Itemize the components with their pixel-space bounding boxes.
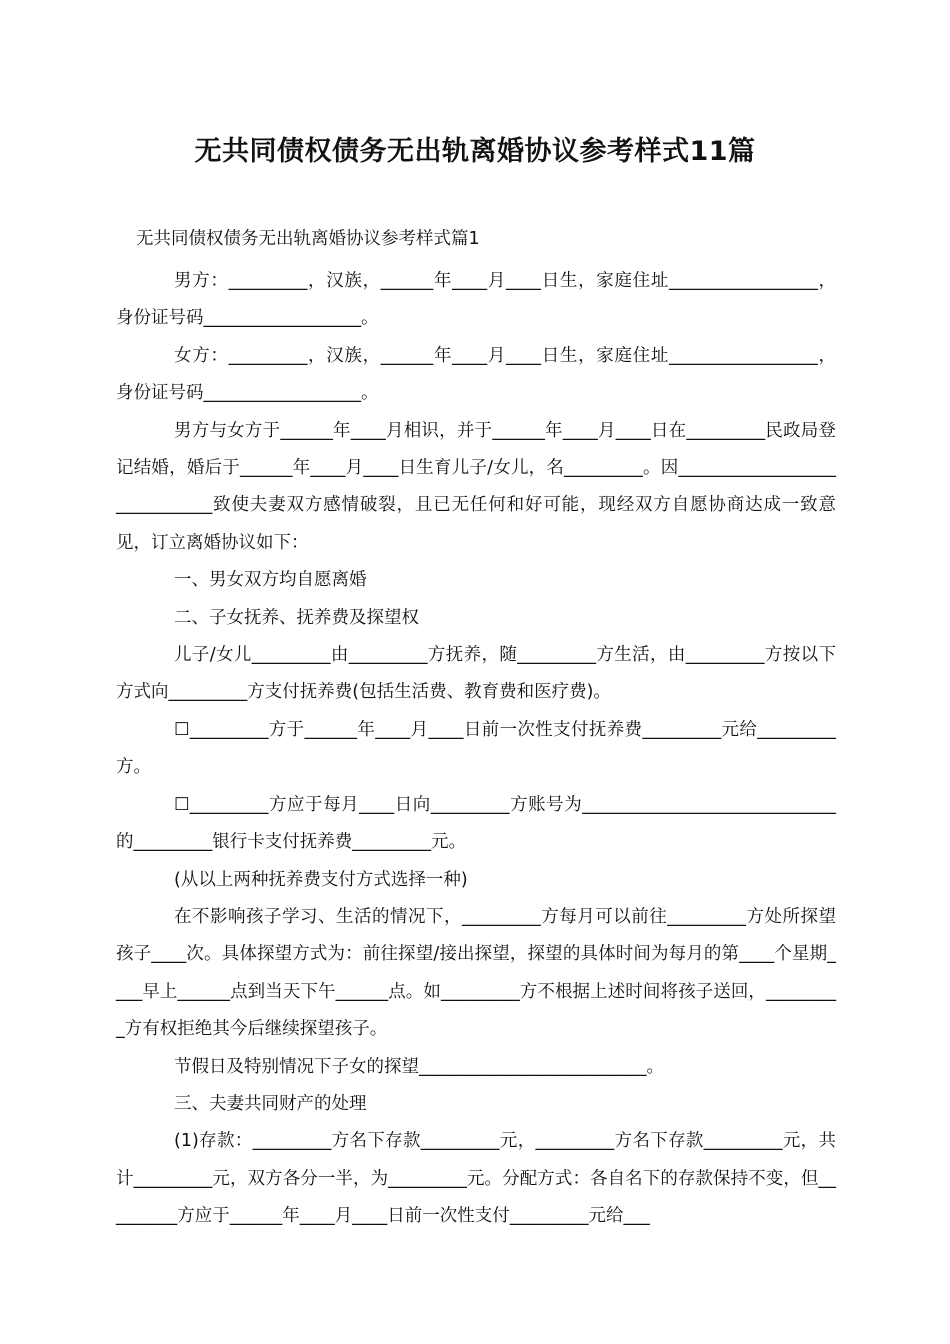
paragraph-option-note: (从以上两种抚养费支付方式选择一种) <box>174 869 468 890</box>
paragraph-marriage-background: 男方与女方于______年____月相识，并于______年____月____日在_________民政局登记结婚，婚后于______年____月____日生育儿子/女儿，名_________。因_____________________________致使夫妻双方感情破裂，且已无任何和好可能，现经双方自愿协商达成一致意见，订立离婚协议如下： <box>116 420 836 553</box>
clause-heading-custody: 二、子女抚养、抚养费及探望权 <box>174 607 419 628</box>
paragraph-holiday-visitation: 节假日及特别情况下子女的探望__________________________。 <box>174 1056 664 1077</box>
section-heading: 无共同债权债务无出轨离婚协议参考样式篇1 <box>136 229 480 249</box>
paragraph-lump-sum-option: ☐_________方于______年____月____日前一次性支付抚养费_________元给_________方。 <box>116 719 836 778</box>
clause-heading-divorce: 一、男女双方均自愿离婚 <box>174 570 367 591</box>
paragraph-visitation: 在不影响孩子学习、生活的情况下，_________方每月可以前往_________方处所探望孩子____次。具体探望方式为：前往探望/接出探望，探望的具体时间为每月的第____个星期____早上______点到当天下午______点。如_________方不根据上述时间将孩子送回，_________方有权拒绝其今后继续探望孩子。 <box>116 906 836 1040</box>
paragraph-monthly-option: ☐_________方应于每月____日向_________方账号为_____________________________的_________银行卡支付抚养费_________元。 <box>116 794 836 853</box>
paragraph-female-party: 女方：_________，汉族，______年____月____日生，家庭住址_________________，身份证号码__________________。 <box>116 345 836 404</box>
paragraph-deposits: (1)存款：_________方名下存款_________元，_________方名下存款_________元，共计_________元，双方各分一半，为_________元。分配方式：各自名下的存款保持不变，但_________方应于______年____月____日前一次性支付_________元给___ <box>116 1131 836 1227</box>
paragraph-custody: 儿子/女儿_________由_________方抚养，随_________方生活，由_________方按以下方式向_________方支付抚养费(包括生活费、教育费和医疗费)。 <box>116 645 836 703</box>
paragraph-male-party: 男方：_________，汉族，______年____月____日生，家庭住址_________________，身份证号码__________________。 <box>116 271 836 329</box>
document-title: 无共同债权债务无出轨离婚协议参考样式11篇 <box>194 136 756 167</box>
document-body <box>116 263 836 1236</box>
clause-heading-property: 三、夫妻共同财产的处理 <box>174 1093 367 1114</box>
